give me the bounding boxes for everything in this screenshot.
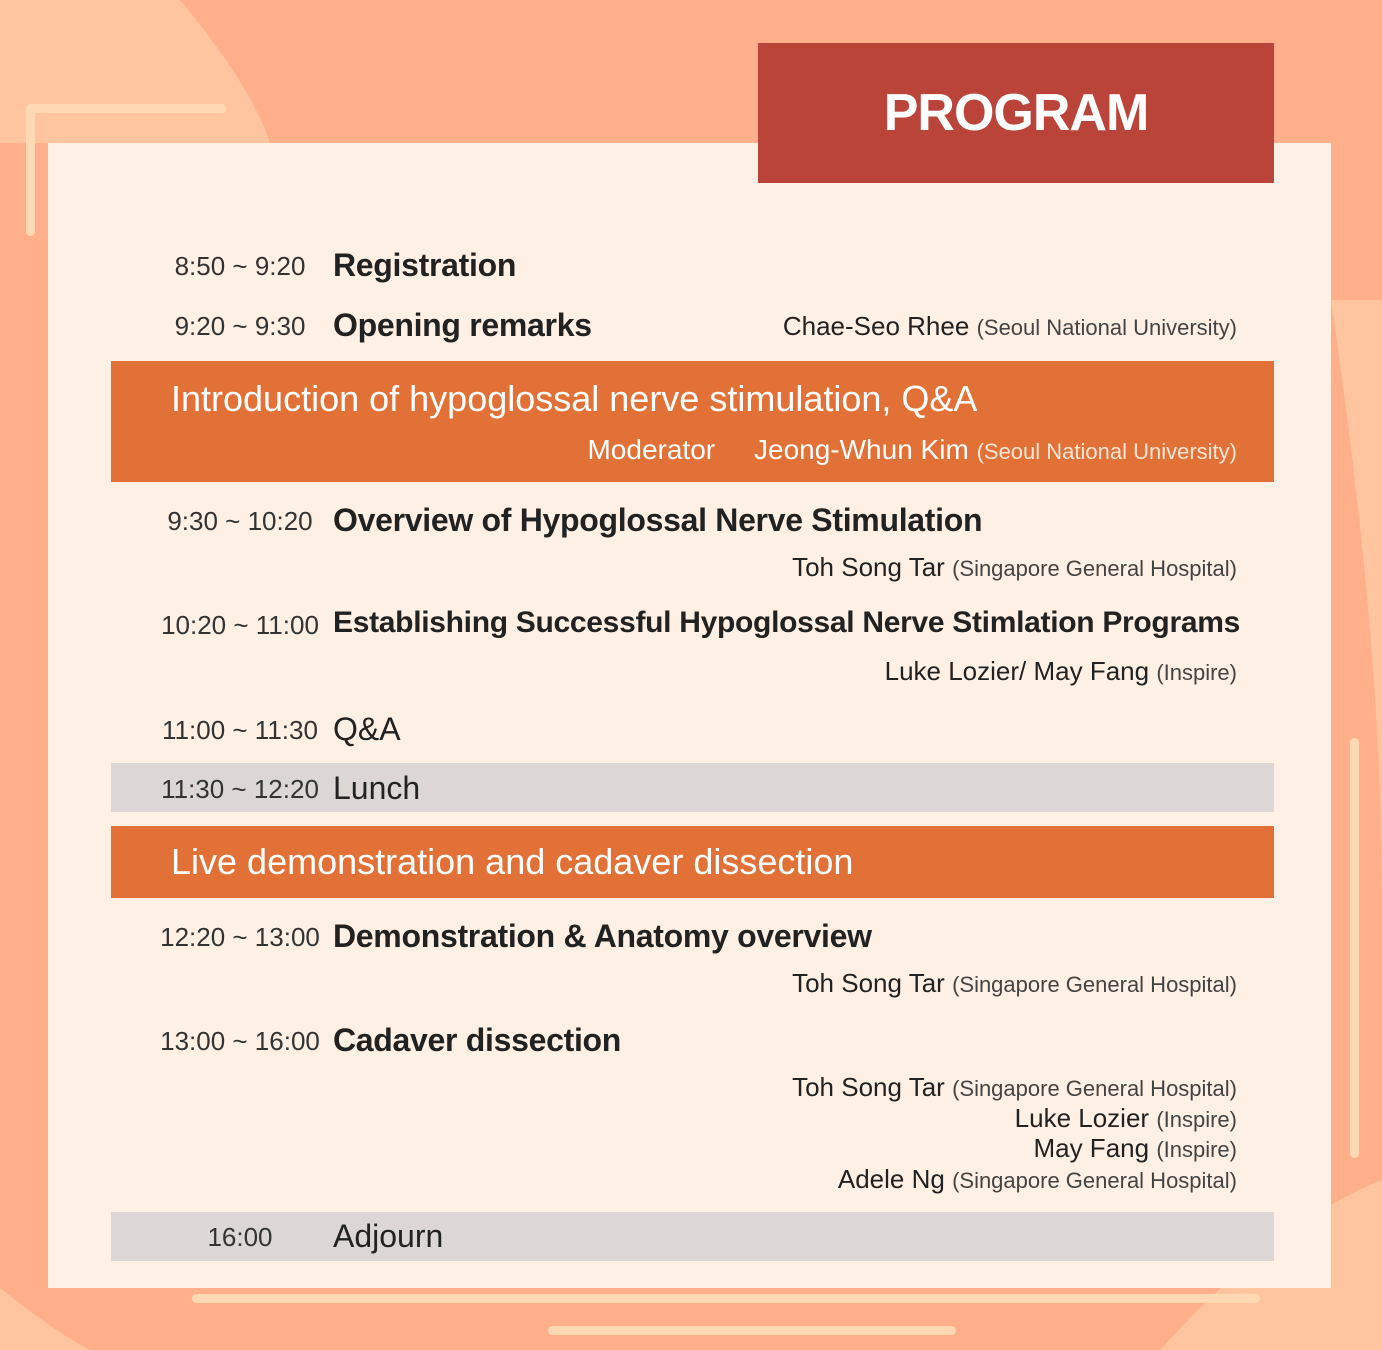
speaker-affiliation: (Singapore General Hospital)	[952, 556, 1237, 581]
item-registration: Registration	[333, 247, 517, 283]
moderator-name: Jeong-Whun Kim	[754, 434, 969, 465]
speaker-affiliation: (Singapore General Hospital)	[952, 972, 1237, 997]
speaker-name: Chae-Seo Rhee	[782, 311, 970, 341]
time-adjourn: 16:00	[207, 1222, 273, 1252]
item-overview: Overview of Hypoglossal Nerve Stimulation	[333, 502, 983, 538]
session-title: Live demonstration and cadaver dissection	[171, 841, 854, 882]
item-adjourn: Adjourn	[333, 1218, 444, 1254]
decorative-line-left-h	[26, 104, 226, 113]
session-header-1	[111, 361, 1274, 482]
decorative-line-left-v	[26, 104, 35, 236]
speaker-overview	[792, 552, 1237, 583]
decorative-line-bottom-1	[192, 1294, 1260, 1303]
time-overview: 9:30 ~ 10:20	[167, 506, 313, 536]
program-title	[758, 43, 1274, 183]
item-cadaver: Cadaver dissection	[333, 1022, 622, 1058]
time-establishing: 10:20 ~ 11:00	[161, 610, 319, 640]
moderator-line	[587, 434, 1237, 466]
time-registration: 8:50 ~ 9:20	[174, 251, 306, 281]
speaker-affiliation: (Inspire)	[1156, 660, 1237, 685]
speaker-affiliation: (Seoul National University)	[976, 315, 1237, 340]
moderator-affiliation: (Seoul National University)	[976, 439, 1237, 464]
time-demo: 12:20 ~ 13:00	[160, 922, 320, 952]
speaker-name: Toh Song Tar	[792, 552, 945, 582]
time-cadaver: 13:00 ~ 16:00	[160, 1026, 320, 1056]
item-demo: Demonstration & Anatomy overview	[333, 918, 872, 954]
item-qa: Q&A	[333, 711, 401, 747]
speaker-opening	[783, 311, 1237, 342]
time-lunch: 11:30 ~ 12:20	[161, 774, 319, 804]
speaker-name: May Fang	[1033, 1133, 1150, 1163]
session-header-2	[111, 826, 1274, 898]
item-lunch: Lunch	[333, 770, 421, 806]
speaker-name: Luke Lozier	[1014, 1103, 1150, 1133]
time-opening: 9:20 ~ 9:30	[174, 311, 306, 341]
speaker-affiliation: (Inspire)	[1156, 1107, 1237, 1132]
speaker-demo	[792, 968, 1237, 999]
moderator-label: Moderator	[587, 434, 716, 465]
speaker-cadaver-4	[838, 1164, 1237, 1195]
decorative-line-right-v	[1350, 738, 1359, 1158]
speaker-cadaver-2	[1015, 1103, 1237, 1134]
speaker-name: Toh Song Tar	[792, 968, 945, 998]
speaker-name: Adele Ng	[837, 1164, 945, 1194]
speaker-affiliation: (Inspire)	[1156, 1137, 1237, 1162]
speaker-cadaver-3	[1033, 1133, 1237, 1164]
item-opening: Opening remarks	[333, 307, 592, 343]
speaker-establishing	[885, 656, 1237, 687]
decorative-line-bottom-2	[548, 1326, 956, 1335]
time-qa: 11:00 ~ 11:30	[162, 715, 318, 745]
program-title-text: PROGRAM	[883, 84, 1149, 142]
speaker-cadaver-1	[792, 1072, 1237, 1103]
item-establishing: Establishing Successful Hypoglossal Nerve Stimlation Programs	[333, 606, 1240, 639]
speaker-name: Toh Song Tar	[792, 1072, 945, 1102]
session-title: Introduction of hypoglossal nerve stimulation, Q&A	[171, 378, 978, 419]
speaker-affiliation: (Singapore General Hospital)	[952, 1168, 1237, 1193]
speaker-affiliation: (Singapore General Hospital)	[952, 1076, 1237, 1101]
speaker-name: Luke Lozier/ May Fang	[884, 656, 1150, 686]
